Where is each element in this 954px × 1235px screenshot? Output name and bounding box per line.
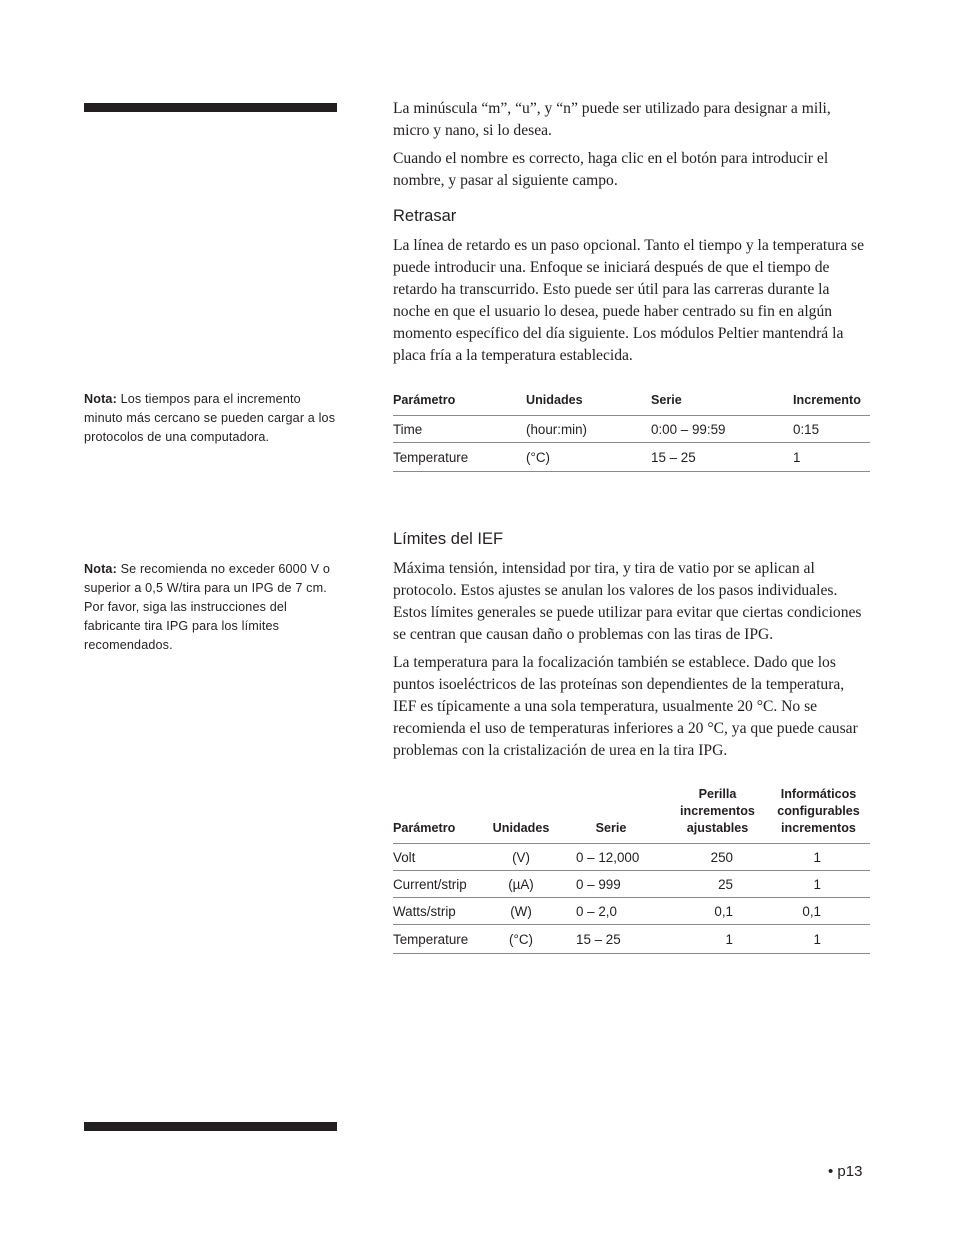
table-cell: 250: [666, 844, 763, 871]
delay-heading: Retrasar: [393, 207, 457, 225]
table-cell: 1: [666, 925, 763, 954]
table-cell: 0:00 – 99:59: [651, 416, 793, 443]
table-row: [393, 898, 870, 925]
intro-section: [393, 98, 870, 192]
delay-paragraph: La línea de retardo es un paso opcional. Tanto el tiempo y la temperatura se puede introducir una. Enfoque se iniciará después de que el tiempo de retardo ha transcurrido. Esto puede ser útil para las carreras durante la noche en que el usuario lo desea, puede haber centrado su fin en algún momento específico del día siguiente. Los módulos Peltier mantendrá la placa fría a la temperatura establecida.: [393, 237, 865, 364]
note-time-increment: [84, 390, 336, 447]
table-row: [393, 871, 870, 898]
limits-paragraph-2: La temperatura para la focalización también se establece. Dado que los puntos isoeléctricos de las proteínas son dependientes de la temperatura, IEF es típicamente a una sola temperatura, usualmente 20 °C. No se recomienda el uso de temperaturas inferiores a 20 °C, ya que puede causar problemas con la cristalización de urea en la tira IPG.: [393, 654, 858, 759]
table-cell: Time: [393, 416, 526, 443]
table-header-row: [393, 786, 870, 844]
table-row: [393, 844, 870, 871]
column-header: Serie: [556, 786, 666, 844]
delay-parameter-table: [393, 392, 870, 472]
table-cell: (°C): [486, 925, 556, 954]
table-cell: (µA): [486, 871, 556, 898]
column-header: Parámetro: [393, 786, 486, 844]
table-cell: 0:15: [793, 416, 870, 443]
table-cell: 25: [666, 871, 763, 898]
table-cell: (W): [486, 898, 556, 925]
table-cell: 15 – 25: [651, 443, 793, 472]
table-cell: 1: [763, 871, 870, 898]
note-text: Los tiempos para el incremento minuto más cercano se pueden cargar a los protocolos de una computadora.: [84, 392, 336, 444]
table-cell: 1: [763, 844, 870, 871]
limits-paragraph-1: Máxima tensión, intensidad por tira, y tira de vatio por se aplican al protocolo. Estos ajustes se anulan los valores de los pasos individuales. Estos límites generales se puede utilizar para evitar que ciertas condiciones se centran que causan daño o problemas con las tiras de IPG.: [393, 560, 862, 643]
column-header: Incremento: [793, 392, 870, 416]
table-row: [393, 443, 870, 472]
table-cell: Watts/strip: [393, 898, 486, 925]
column-header: Unidades: [526, 392, 651, 416]
column-header: Parámetro: [393, 392, 526, 416]
ief-limits-table: [393, 786, 870, 954]
note-label: Nota:: [84, 392, 117, 406]
table-cell: Current/strip: [393, 871, 486, 898]
table-cell: 0,1: [666, 898, 763, 925]
table-cell: Temperature: [393, 443, 526, 472]
table-cell: 1: [793, 443, 870, 472]
note-voltage-limit: [84, 560, 336, 655]
bottom-rule: [84, 1122, 337, 1131]
top-rule: [84, 103, 337, 112]
column-header: Serie: [651, 392, 793, 416]
limits-section: [393, 558, 870, 762]
table-cell: Temperature: [393, 925, 486, 954]
note-text: Se recomienda no exceder 6000 V o superior a 0,5 W/tira para un IPG de 7 cm. Por favor, siga las instrucciones del fabricante tira IPG para los límites recomendados.: [84, 562, 330, 652]
column-header: Perilla incrementos ajustables: [666, 786, 763, 844]
table-row: [393, 416, 870, 443]
table-cell: 1: [763, 925, 870, 954]
intro-paragraph-2: Cuando el nombre es correcto, haga clic en el botón para introducir el nombre, y pasar al siguiente campo.: [393, 150, 829, 189]
table-cell: 0 – 2,0: [556, 898, 666, 925]
table-cell: (hour:min): [526, 416, 651, 443]
table-cell: 0 – 12,000: [556, 844, 666, 871]
intro-paragraph-1: La minúscula “m”, “u”, y “n” puede ser utilizado para designar a mili, micro y nano, si lo desea.: [393, 100, 831, 139]
note-label: Nota:: [84, 562, 117, 576]
table-header-row: [393, 392, 870, 416]
table-cell: 15 – 25: [556, 925, 666, 954]
limits-heading: Límites del IEF: [393, 530, 504, 548]
table-cell: Volt: [393, 844, 486, 871]
page-number: • p13: [828, 1163, 863, 1180]
table-cell: (°C): [526, 443, 651, 472]
column-header: Unidades: [486, 786, 556, 844]
table-row: [393, 925, 870, 954]
column-header: Informáticos configurables incrementos: [763, 786, 870, 844]
table-cell: 0 – 999: [556, 871, 666, 898]
delay-section: [393, 235, 870, 367]
table-cell: (V): [486, 844, 556, 871]
table-cell: 0,1: [763, 898, 870, 925]
